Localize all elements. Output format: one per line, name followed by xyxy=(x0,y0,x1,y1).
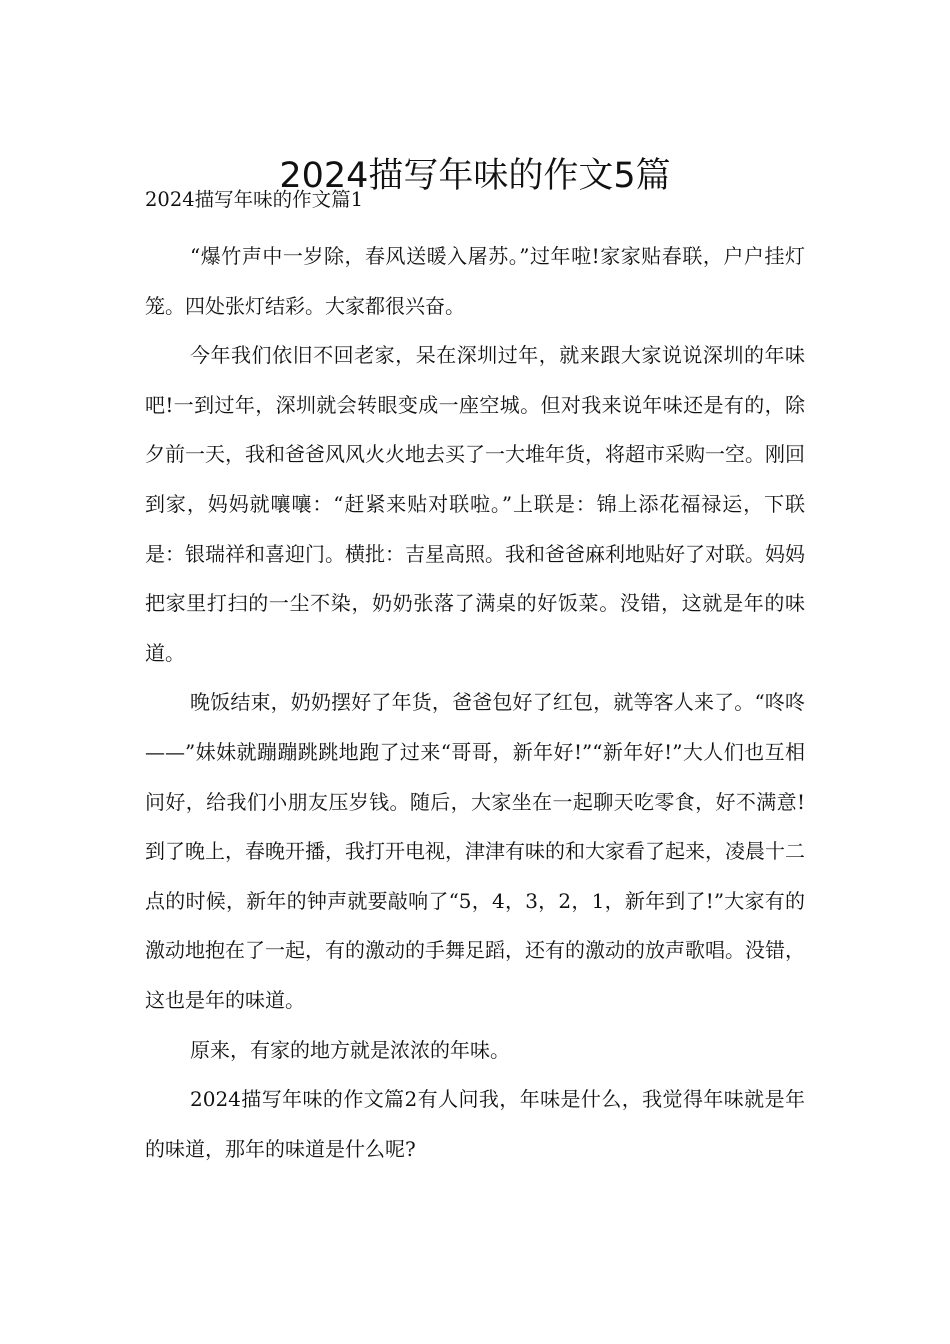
paragraph: 今年我们依旧不回老家，呆在深圳过年，就来跟大家说说深圳的年味吧!一到过年，深圳就会转眼变成一座空城。但对我来说年味还是有的，除夕前一天，我和爸爸风风火火地去买了一大堆年货，将超市采购一空。刚回到家，妈妈就嚷嚷：“赶紧来贴对联啦。”上联是：锦上添花福禄运，下联是：银瑞祥和喜迎门。横批：吉星高照。我和爸爸麻利地贴好了对联。妈妈把家里打扫的一尘不染，奶奶张落了满桌的好饭菜。没错，这就是年的味道。 xyxy=(145,343,805,665)
paragraph: 2024描写年味的作文篇2有人问我，年味是什么，我觉得年味就是年的味道，那年的味道是什么呢? xyxy=(145,1087,805,1161)
document-title: 2024描写年味的作文5篇 xyxy=(279,156,671,197)
section-heading: 2024描写年味的作文篇1 xyxy=(145,188,364,211)
paragraph: 原来，有家的地方就是浓浓的年味。 xyxy=(190,1037,510,1062)
paragraph: 晚饭结束，奶奶摆好了年货，爸爸包好了红包，就等客人来了。“咚咚——”妹妹就蹦蹦跳跳地跑了过来“哥哥，新年好!”“新年好!”大人们也互相问好，给我们小朋友压岁钱。随后，大家坐在一起聊天吃零食，好不满意!到了晚上，春晚开播，我打开电视，津津有味的和大家看了起来，凌晨十二点的时候，新年的钟声就要敲响了“5，4，3，2，1，新年到了!”大家有的激动地抱在了一起，有的激动的手舞足蹈，还有的激动的放声歌唱。没错，这也是年的味道。 xyxy=(145,690,805,1012)
document-body xyxy=(145,232,805,1174)
paragraph: “爆竹声中一岁除，春风送暖入屠苏。”过年啦!家家贴春联，户户挂灯笼。四处张灯结彩。大家都很兴奋。 xyxy=(145,244,805,318)
